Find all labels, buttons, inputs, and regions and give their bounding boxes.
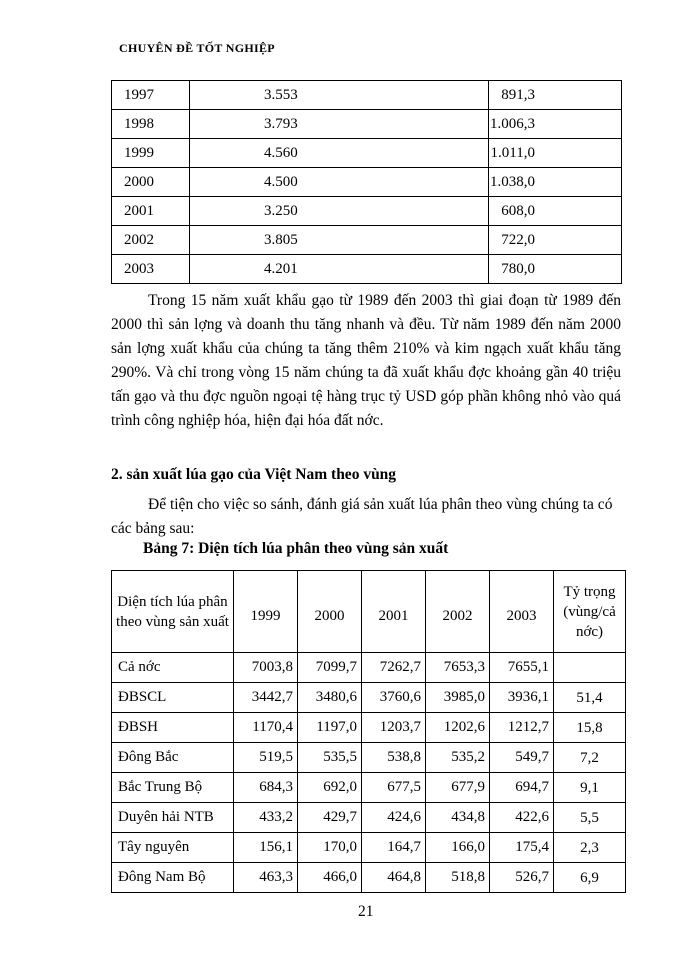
value-cell: 1203,7 [362, 713, 426, 743]
value-cell: 3936,1 [490, 683, 554, 713]
value-cell: 3985,0 [426, 683, 490, 713]
value-cell: 1.006,3 [489, 110, 622, 139]
region-cell: Cả nớc [112, 653, 234, 683]
column-header: 2002 [426, 571, 490, 653]
table-row [112, 81, 622, 110]
value-cell: 170,0 [298, 833, 362, 863]
year-cell: 2000 [112, 168, 190, 197]
volume-cell: 4.500 [190, 168, 489, 197]
year-cell: 2002 [112, 226, 190, 255]
share-cell: 15,8 [554, 713, 626, 743]
value-cell: 7262,7 [362, 653, 426, 683]
region-cell: Đông Nam Bộ [112, 863, 234, 893]
value-cell: 518,8 [426, 863, 490, 893]
table-row [112, 110, 622, 139]
year-cell: 2001 [112, 197, 190, 226]
value-cell: 7099,7 [298, 653, 362, 683]
page-number: 21 [358, 903, 374, 920]
value-cell: 422,6 [490, 803, 554, 833]
table-caption: Bảng 7: Diện tích lúa phân theo vùng sản xuất [143, 540, 449, 557]
value-cell: 466,0 [298, 863, 362, 893]
value-cell: 549,7 [490, 743, 554, 773]
value-cell: 164,7 [362, 833, 426, 863]
value-cell: 166,0 [426, 833, 490, 863]
column-header: 2003 [490, 571, 554, 653]
value-cell: 677,9 [426, 773, 490, 803]
table-row [112, 197, 622, 226]
value-cell: 433,2 [234, 803, 298, 833]
table-row [112, 803, 626, 833]
value-cell: 424,6 [362, 803, 426, 833]
value-cell: 3480,6 [298, 683, 362, 713]
region-cell: Đông Bắc [112, 743, 234, 773]
volume-cell: 3.805 [190, 226, 489, 255]
volume-cell: 3.250 [190, 197, 489, 226]
value-cell: 1170,4 [234, 713, 298, 743]
table-row [112, 168, 622, 197]
region-cell: Tây nguyên [112, 833, 234, 863]
table-row [112, 255, 622, 284]
table-row [112, 773, 626, 803]
rice-area-table [111, 570, 626, 893]
value-cell: 608,0 [489, 197, 622, 226]
table-header-row [112, 571, 626, 653]
value-cell: 694,7 [490, 773, 554, 803]
table-row [112, 683, 626, 713]
value-cell: 891,3 [489, 81, 622, 110]
value-cell: 519,5 [234, 743, 298, 773]
share-cell: 5,5 [554, 803, 626, 833]
value-cell: 535,2 [426, 743, 490, 773]
share-cell: 9,1 [554, 773, 626, 803]
table-row [112, 139, 622, 168]
value-cell: 677,5 [362, 773, 426, 803]
region-cell: Duyên hải NTB [112, 803, 234, 833]
table-row [112, 226, 622, 255]
column-header: 2000 [298, 571, 362, 653]
column-header: Tỷ trọng (vùng/cả nớc) [554, 571, 626, 653]
region-cell: Bắc Trung Bộ [112, 773, 234, 803]
value-cell: 7653,3 [426, 653, 490, 683]
share-cell: 6,9 [554, 863, 626, 893]
value-cell: 464,8 [362, 863, 426, 893]
value-cell: 1.038,0 [489, 168, 622, 197]
value-cell: 1202,6 [426, 713, 490, 743]
value-cell: 156,1 [234, 833, 298, 863]
body-paragraph: Trong 15 năm xuất khẩu gạo từ 1989 đến 2003 thì giai đoạn từ 1989 đến 2000 thì sản lợng và doanh thu tăng nhanh và đều. Từ năm 1989 đến năm 2000 sản lợng xuất khẩu của chúng ta tăng thêm 210% và kim ngạch xuất khẩu tăng 290%. Và chỉ trong vòng 15 năm chúng ta đã xuất khẩu đợc khoảng gần 40 triệu tấn gạo và thu đợc nguồn ngoại tệ hàng trục tỷ USD góp phần không nhỏ vào quá trình công nghiệp hóa, hiện đại hóa đất nớc. [111, 292, 621, 429]
export-table [111, 80, 622, 284]
value-cell: 3442,7 [234, 683, 298, 713]
value-cell: 1212,7 [490, 713, 554, 743]
table-row [112, 743, 626, 773]
intro-paragraph: Để tiện cho việc so sánh, đánh giá sản xuất lúa phân theo vùng chúng ta có các bảng sau: [111, 496, 613, 537]
share-cell: 7,2 [554, 743, 626, 773]
value-cell: 7655,1 [490, 653, 554, 683]
column-header: 2001 [362, 571, 426, 653]
share-cell [554, 653, 626, 683]
value-cell: 1.011,0 [489, 139, 622, 168]
table-row [112, 653, 626, 683]
value-cell: 463,3 [234, 863, 298, 893]
volume-cell: 3.793 [190, 110, 489, 139]
volume-cell: 3.553 [190, 81, 489, 110]
value-cell: 692,0 [298, 773, 362, 803]
value-cell: 7003,8 [234, 653, 298, 683]
value-cell: 429,7 [298, 803, 362, 833]
value-cell: 722,0 [489, 226, 622, 255]
share-cell: 2,3 [554, 833, 626, 863]
column-header: Diện tích lúa phân theo vùng sản xuất [112, 571, 234, 653]
region-cell: ĐBSH [112, 713, 234, 743]
column-header: 1999 [234, 571, 298, 653]
value-cell: 434,8 [426, 803, 490, 833]
value-cell: 175,4 [490, 833, 554, 863]
value-cell: 1197,0 [298, 713, 362, 743]
value-cell: 684,3 [234, 773, 298, 803]
value-cell: 538,8 [362, 743, 426, 773]
table-row [112, 713, 626, 743]
value-cell: 780,0 [489, 255, 622, 284]
year-cell: 1999 [112, 139, 190, 168]
page-header: CHUYÊN ĐỀ TỐT NGHIỆP [119, 41, 275, 55]
year-cell: 1998 [112, 110, 190, 139]
region-cell: ĐBSCL [112, 683, 234, 713]
volume-cell: 4.560 [190, 139, 489, 168]
year-cell: 1997 [112, 81, 190, 110]
share-cell: 51,4 [554, 683, 626, 713]
value-cell: 3760,6 [362, 683, 426, 713]
section-heading: 2. sản xuất lúa gạo của Việt Nam theo vùng [111, 466, 397, 483]
table-row [112, 833, 626, 863]
value-cell: 535,5 [298, 743, 362, 773]
volume-cell: 4.201 [190, 255, 489, 284]
year-cell: 2003 [112, 255, 190, 284]
value-cell: 526,7 [490, 863, 554, 893]
table-row [112, 863, 626, 893]
